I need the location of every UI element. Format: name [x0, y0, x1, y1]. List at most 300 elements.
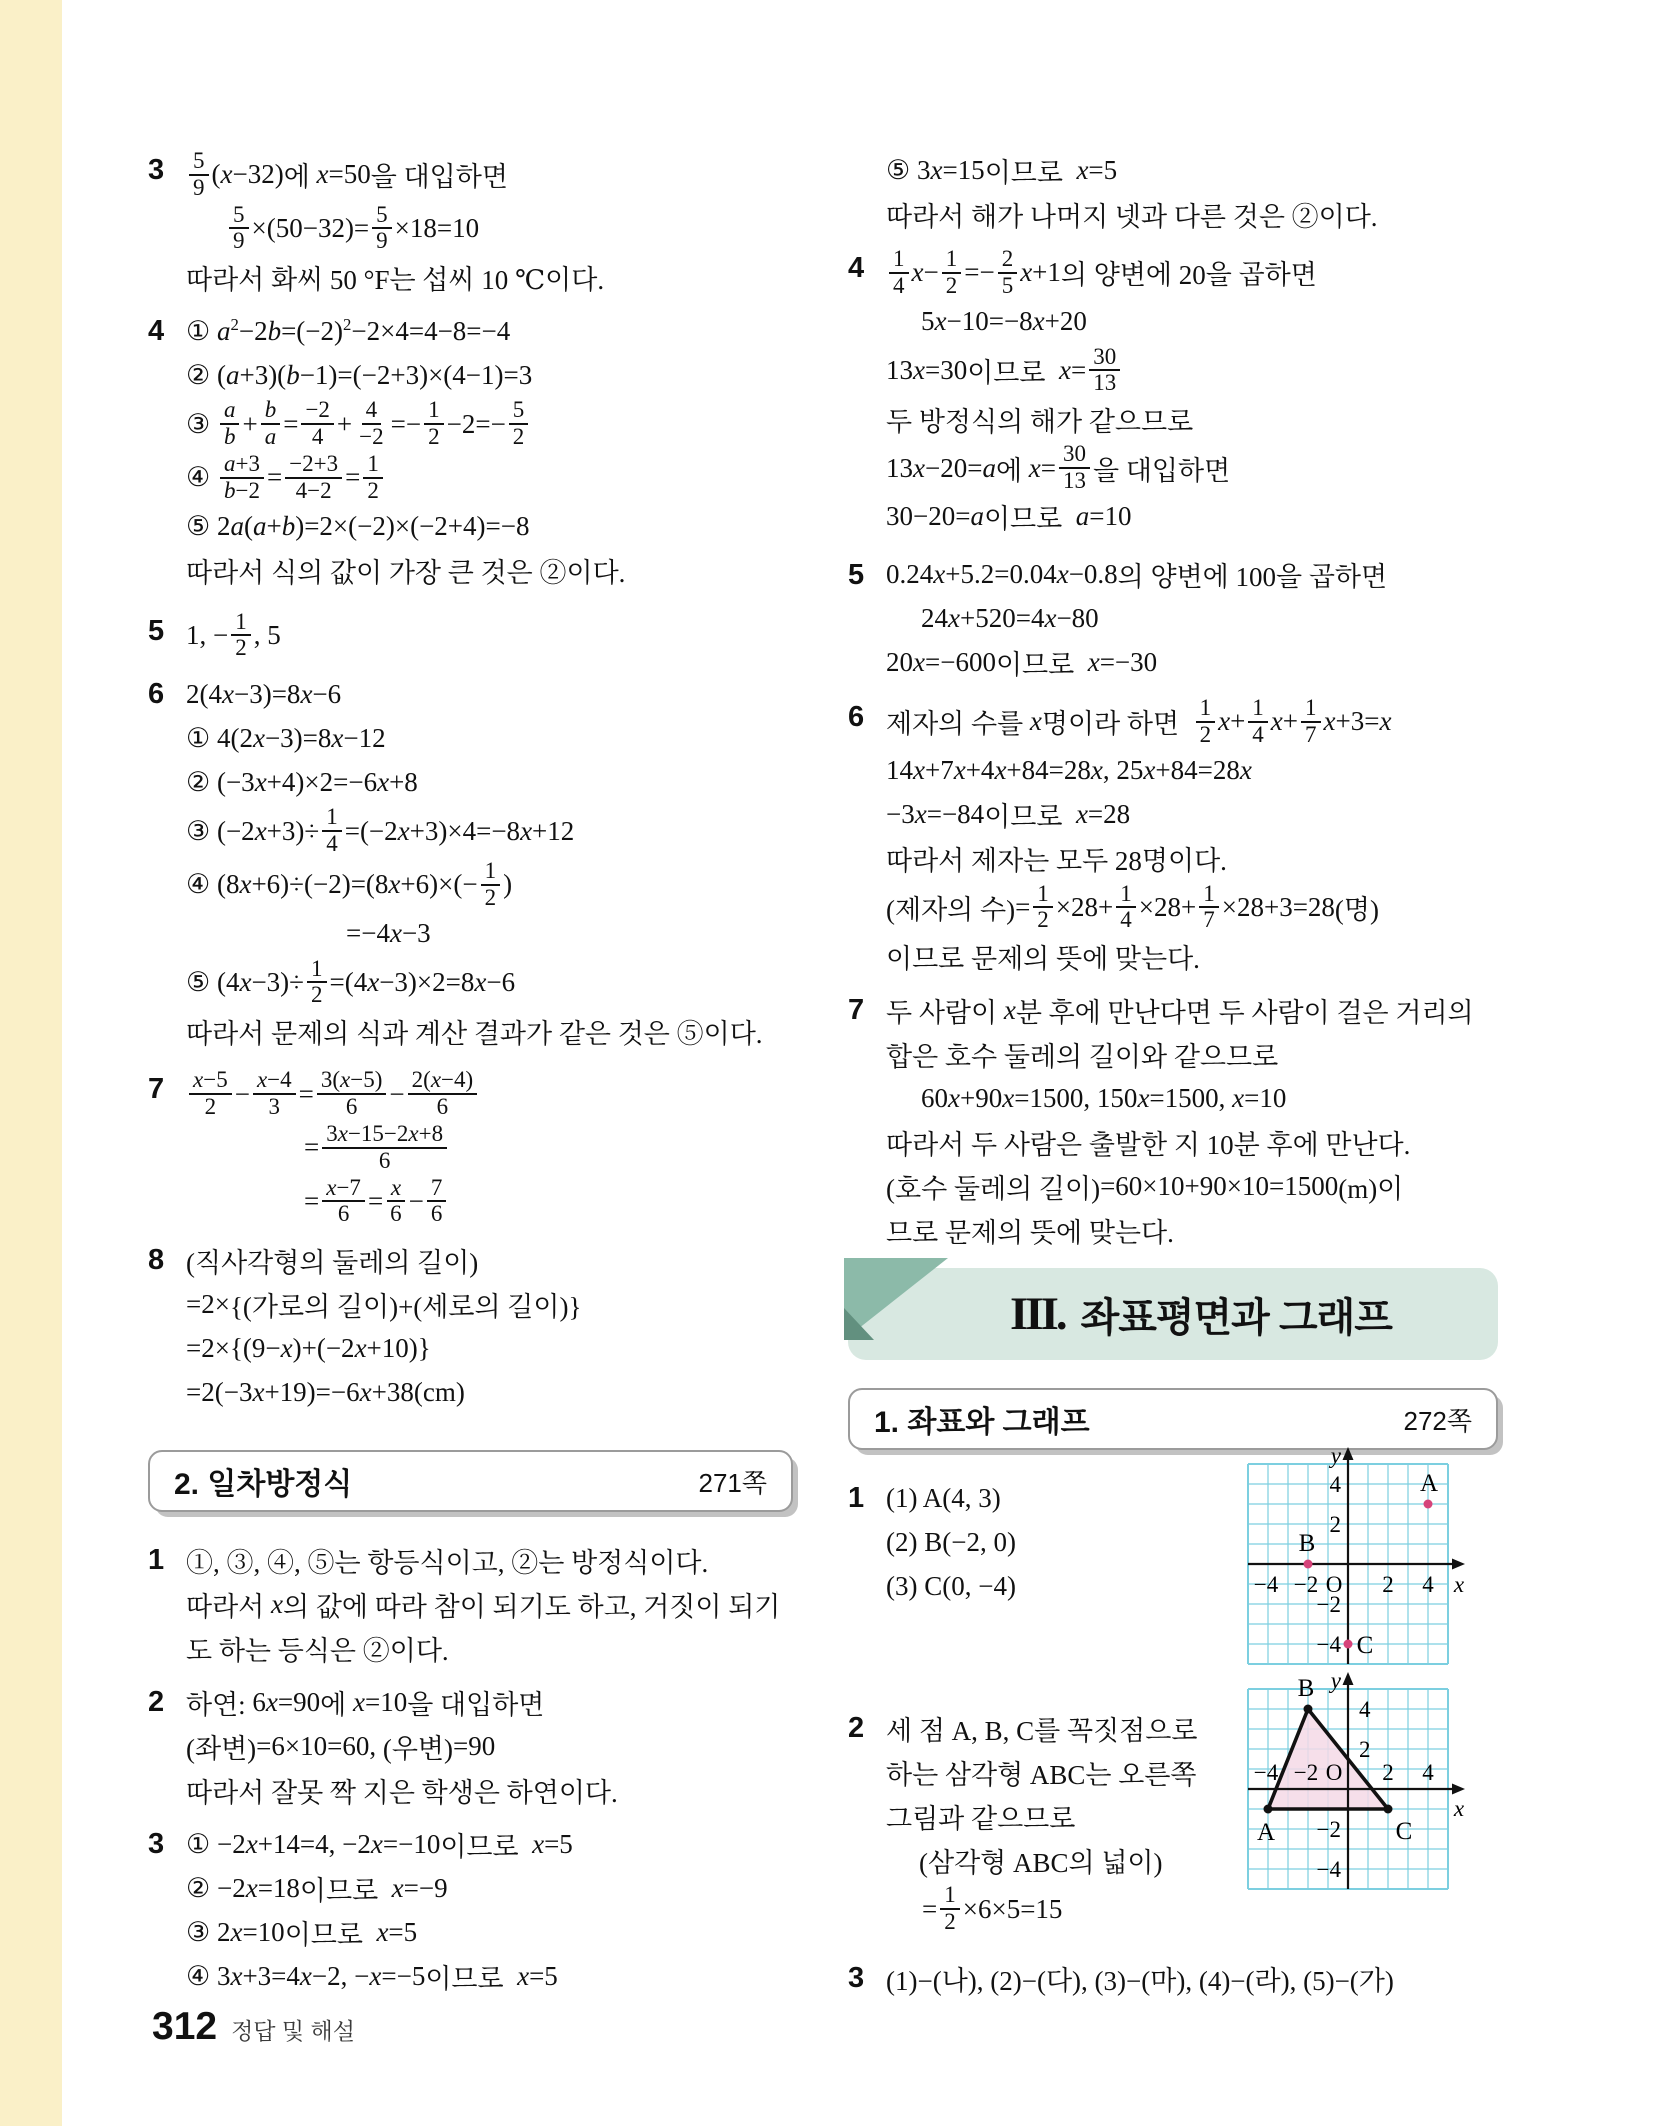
math-text: ×28+3=28	[1221, 891, 1335, 922]
math-text: , 5	[253, 619, 281, 650]
math-text: =	[304, 1185, 320, 1216]
fraction-numerator: 1	[322, 805, 342, 832]
solution-problem	[148, 1067, 793, 1228]
fraction-denominator: 6	[436, 1094, 449, 1120]
math-text: +	[242, 408, 258, 439]
svg-text:B: B	[1297, 1675, 1315, 1703]
svg-text:y: y	[1330, 1668, 1341, 1694]
math-text: (−3x+4)×2=−6x+8	[216, 766, 418, 797]
solution-line	[186, 804, 793, 858]
math-text: −2x+14=4, −2x=−10	[216, 1828, 441, 1859]
solution-line	[186, 716, 793, 760]
korean-text: 이므로	[425, 1963, 518, 1994]
korean-text: 두 사람이	[886, 997, 1004, 1028]
chapter-banner	[848, 1268, 1498, 1360]
solution-line	[886, 246, 1498, 300]
korean-text: 에	[283, 162, 317, 193]
svg-text:C: C	[1395, 1818, 1413, 1846]
korean-text: 에	[995, 455, 1029, 486]
math-text: −2=−	[446, 408, 506, 439]
solution-line	[886, 1120, 1498, 1164]
korean-text: 을 대입하면	[370, 162, 508, 193]
solution-lines	[186, 609, 793, 663]
math-text: 3x=15	[916, 154, 985, 185]
korean-text: (삼각형 ABC의 넓이)	[919, 1847, 1163, 1878]
fraction-denominator: 7	[1203, 907, 1215, 933]
math-text: =90	[453, 1730, 496, 1761]
korean-text: 분 후에 만난다면 두 사람이 걸은 거리의	[1015, 997, 1474, 1028]
fraction	[942, 247, 962, 299]
problem-number: 6	[148, 678, 165, 711]
solution-line	[186, 1009, 793, 1053]
solution-problem	[848, 148, 1498, 236]
solution-line	[186, 309, 793, 353]
fraction-numerator: 30	[1059, 442, 1090, 469]
solution-line	[886, 934, 1498, 978]
fraction-numerator: 1	[363, 452, 383, 479]
solution-line	[886, 837, 1498, 881]
fraction-denominator: 2	[204, 1094, 217, 1120]
math-text: =−4x−3	[346, 918, 431, 949]
solution-line	[886, 397, 1498, 441]
math-text: x	[1003, 994, 1016, 1025]
fraction-numerator: x−7	[322, 1176, 365, 1203]
svg-text:2: 2	[1382, 1760, 1394, 1786]
korean-text: 따라서 두 사람은 출발한 지 10분 후에 만난다.	[886, 1129, 1411, 1160]
svg-text:2: 2	[1359, 1737, 1371, 1763]
math-text: =	[304, 1132, 320, 1163]
math-text: x=28	[1075, 799, 1131, 830]
math-text: )	[503, 869, 513, 900]
svg-text:A: A	[1256, 1819, 1276, 1847]
solution-line	[186, 1910, 793, 1954]
math-text: (8x+6)÷(−2)=(8x+6)×(−	[216, 869, 478, 900]
korean-text: 에	[320, 1689, 353, 1720]
fraction-denominator: 4	[311, 424, 324, 450]
korean-text: (호수 둘레의 길이)	[886, 1173, 1101, 1204]
svg-text:C: C	[1356, 1632, 1374, 1660]
fraction	[940, 1883, 960, 1935]
solution-line	[921, 597, 1498, 641]
fraction	[322, 1176, 365, 1228]
math-text: 6x=90	[252, 1686, 321, 1717]
fraction	[253, 1068, 296, 1120]
math-text: x=	[1058, 354, 1087, 385]
fraction	[285, 452, 342, 504]
math-text: x+1	[1020, 257, 1061, 288]
math-text: x=5	[376, 1916, 418, 1947]
solution-problem	[148, 609, 793, 663]
solution-line	[186, 1768, 793, 1812]
fraction-denominator: 13	[1093, 370, 1117, 396]
korean-text: 이므로	[967, 357, 1059, 388]
korean-text: 므로 문제의 뜻에 맞는다.	[886, 1217, 1174, 1248]
fraction-numerator: x−5	[189, 1068, 232, 1095]
solution-line	[886, 148, 1498, 192]
korean-text: (m)이	[1338, 1173, 1404, 1204]
fraction-numerator: 2	[998, 247, 1018, 274]
fraction	[372, 203, 392, 255]
fraction-denominator: 5	[1001, 272, 1014, 298]
solution-line	[186, 1866, 793, 1910]
svg-text:4: 4	[1422, 1572, 1434, 1598]
korean-text: ③	[186, 815, 217, 846]
math-text: ×6×5=15	[962, 1893, 1063, 1924]
fraction-denominator: 2	[1037, 907, 1049, 933]
fraction-numerator: 1	[889, 247, 909, 274]
svg-text:O: O	[1325, 1572, 1343, 1598]
korean-text: ⑤	[186, 511, 217, 542]
coordinate-grid-figure-1	[1222, 1438, 1474, 1695]
fraction	[1301, 696, 1321, 748]
chapter-title: 좌표평면과 그래프	[1080, 1295, 1392, 1340]
problem-number: 4	[848, 252, 865, 284]
korean-text: ①, ③, ④, ⑤는 항등식이고, ②는 방정식이다.	[186, 1547, 709, 1578]
fraction	[427, 1176, 447, 1228]
math-text: (−2x+3)÷	[216, 815, 320, 846]
korean-text: 합은 호수 둘레의 길이와 같으므로	[886, 1041, 1279, 1072]
fraction-numerator: 5	[372, 203, 392, 230]
fraction-numerator: x	[387, 1176, 405, 1203]
korean-text: ①	[186, 1828, 217, 1859]
section-title: 2. 일차방정식	[174, 1468, 353, 1502]
korean-text: 따라서	[186, 1591, 271, 1622]
solution-line	[186, 858, 793, 912]
solution-line	[186, 505, 793, 549]
fraction-numerator: 1	[231, 610, 251, 637]
math-text: 2x=10	[216, 1916, 285, 1947]
solution-line	[186, 1238, 793, 1282]
solution-line	[886, 988, 1498, 1032]
korean-text: (직사각형의 둘레의 길이)	[186, 1247, 479, 1278]
svg-text:2: 2	[1382, 1572, 1394, 1598]
svg-text:A: A	[1419, 1470, 1439, 1498]
math-text: =	[922, 1893, 938, 1924]
math-text: x=50	[316, 159, 371, 190]
fraction-numerator: a+3	[220, 452, 264, 479]
korean-text: 따라서 화씨 50 °F는 섭씨 10 ℃이다.	[186, 264, 605, 295]
fraction	[998, 247, 1018, 299]
fraction-numerator: x−4	[253, 1068, 296, 1095]
solution-line	[186, 1326, 793, 1370]
fraction	[481, 859, 501, 911]
fraction-numerator: 1	[1196, 696, 1216, 723]
math-text: x+	[1218, 706, 1246, 737]
korean-text: 도 하는 등식은 ②이다.	[186, 1635, 449, 1666]
fraction	[1089, 345, 1120, 397]
solution-problem	[148, 1238, 793, 1414]
solution-line	[886, 793, 1498, 837]
korean-text: ⑤	[886, 154, 917, 185]
solution-line	[186, 1822, 793, 1866]
math-text: 14x+7x+4x+84=28x, 25x+84=28x	[886, 755, 1252, 786]
korean-text: 을 대입하면	[1093, 455, 1231, 486]
svg-text:4: 4	[1359, 1697, 1371, 1723]
solution-line	[186, 1370, 793, 1414]
section-page-ref: 272쪽	[1403, 1405, 1472, 1436]
korean-text: (cm)	[413, 1376, 465, 1407]
korean-text: 따라서 해가 나머지 넷과 다른 것은 ②이다.	[886, 201, 1378, 232]
fraction	[189, 149, 209, 201]
korean-text: 따라서 문제의 식과 계산 결과가 같은 것은 ⑤이다.	[186, 1018, 763, 1049]
margin-stripe	[0, 0, 62, 2126]
korean-text: 제자의 수를	[886, 709, 1030, 740]
fraction-numerator: 1	[1116, 882, 1136, 909]
math-text: ×28+	[1055, 891, 1114, 922]
fraction-denominator: a	[264, 424, 277, 450]
left-column	[148, 148, 793, 1998]
fraction	[386, 1176, 406, 1228]
solution-lines	[886, 246, 1498, 539]
korean-text: ④	[186, 462, 217, 493]
math-text: (4x−3)÷	[216, 966, 304, 997]
korean-text: 이므로	[984, 802, 1076, 833]
fraction-denominator: 4	[326, 831, 338, 857]
korean-text: 의 값에 따라 참이 되기도 하고, 거짓이 되기	[282, 1591, 781, 1622]
math-text: x=5	[1076, 154, 1118, 185]
fraction-denominator: 2	[1199, 721, 1212, 747]
coordinate-grid-figure-1-svg	[1222, 1438, 1474, 1690]
math-text: −	[389, 1078, 405, 1109]
solution-line	[186, 397, 793, 451]
fraction-numerator: 1	[1248, 696, 1268, 723]
svg-text:x: x	[1453, 1796, 1465, 1822]
fraction-denominator: 13	[1063, 468, 1087, 494]
math-text: 24x+520=4x−80	[921, 603, 1099, 634]
math-text: 20x=−600	[886, 647, 996, 678]
solution-line	[886, 749, 1498, 793]
problem-number: 1	[148, 1544, 165, 1577]
problem-number: 7	[148, 1073, 165, 1106]
math-text: ×(50−32)=	[251, 212, 370, 243]
solution-line	[186, 1582, 793, 1626]
fraction-numerator: −2+3	[285, 452, 342, 479]
fraction	[307, 957, 327, 1009]
math-text: 13x=30	[886, 354, 968, 385]
svg-text:4: 4	[1329, 1472, 1341, 1498]
math-text: $a^2-2b=(-2)^2-2\times 4=4-8=-4$	[216, 314, 511, 346]
solution-line	[186, 451, 793, 505]
solution-lines	[886, 148, 1498, 236]
fraction	[231, 610, 251, 662]
solution-line	[186, 148, 793, 202]
math-text: 0.24x+5.2=0.04x−0.8	[886, 559, 1118, 590]
math-text: (x−32)	[211, 159, 284, 190]
korean-text: (제자의 수)	[886, 894, 1016, 925]
fraction-denominator: 6	[430, 1201, 443, 1227]
korean-text: ④	[186, 1960, 217, 1991]
fraction-denominator: 2	[235, 635, 247, 661]
fraction-denominator: 9	[376, 228, 388, 254]
math-text: −2x=18	[216, 1872, 300, 1903]
solution-line	[886, 192, 1498, 236]
problem-number: 7	[848, 994, 865, 1027]
solution-line	[886, 553, 1498, 597]
math-text: 4(2x−3)=8x−12	[216, 722, 386, 753]
solution-line	[186, 1724, 793, 1768]
svg-text:−4: −4	[1316, 1632, 1341, 1658]
korean-text: ②	[186, 359, 217, 390]
math-text: =	[1015, 891, 1031, 922]
solution-line	[186, 609, 793, 663]
fraction-denominator: 6	[390, 1201, 402, 1227]
fraction-denominator: 4	[1120, 907, 1132, 933]
math-text: =6×10=60,	[256, 1730, 383, 1761]
fraction-denominator: 2	[945, 272, 958, 298]
solution-lines	[886, 553, 1498, 685]
fraction-numerator: 1	[940, 1883, 960, 1910]
svg-text:−2: −2	[1293, 1572, 1319, 1598]
math-text: =	[345, 462, 361, 493]
math-text: =(4x−3)×2=8x−6	[329, 966, 516, 997]
solution-lines	[886, 988, 1498, 1252]
fraction-numerator: a	[220, 398, 240, 425]
math-text: =	[283, 408, 299, 439]
solution-line	[304, 1175, 793, 1229]
math-text: a=10	[1075, 501, 1132, 532]
fraction	[424, 398, 444, 450]
solution-lines	[186, 148, 793, 299]
korean-text: 이므로 문제의 뜻에 맞는다.	[886, 943, 1200, 974]
math-text: 60x+90x=1500, 150x=1500, x=10	[921, 1082, 1287, 1113]
solution-problem	[848, 246, 1498, 539]
fraction-numerator: 7	[427, 1176, 447, 1203]
korean-text: ②	[186, 1872, 217, 1903]
math-text: x−	[911, 257, 939, 288]
svg-text:−4: −4	[1253, 1572, 1279, 1598]
fraction	[355, 398, 387, 450]
math-text: ×18=10	[394, 212, 480, 243]
solution-lines	[886, 1956, 1498, 2000]
coordinate-grid-figure-2-svg	[1222, 1663, 1474, 1915]
math-text: x=−30	[1087, 647, 1158, 678]
solution-line	[886, 344, 1498, 398]
korean-text: 이므로	[983, 504, 1076, 535]
math-text: ×28+	[1138, 891, 1197, 922]
math-text: x=10	[352, 1686, 408, 1717]
korean-text: 따라서 식의 값이 가장 큰 것은 ②이다.	[186, 558, 626, 589]
solution-lines	[186, 1538, 793, 1670]
fraction	[1059, 442, 1090, 494]
solution-problem	[148, 309, 793, 592]
svg-text:−4: −4	[1316, 1857, 1341, 1883]
solution-lines	[186, 1067, 793, 1228]
problem-number: 8	[148, 1244, 165, 1277]
solution-line	[921, 1076, 1498, 1120]
solution-line	[226, 202, 793, 256]
korean-text: (좌변)	[186, 1733, 257, 1764]
korean-text: 이므로	[984, 157, 1077, 188]
korean-text: ②	[186, 766, 217, 797]
korean-text: 따라서 제자는 모두 28명이다.	[886, 846, 1227, 877]
korean-text: (우변)	[382, 1733, 453, 1764]
page-number: 312	[152, 2005, 218, 2048]
fraction	[229, 203, 249, 255]
korean-text: 하는 삼각형 ABC는 오른쪽	[886, 1759, 1197, 1790]
korean-text: 이므로	[440, 1831, 533, 1862]
math-text: =	[266, 462, 283, 493]
problem-number: 5	[148, 614, 165, 647]
math-text: 13x−20=a	[886, 452, 996, 483]
solution-line	[886, 1164, 1498, 1208]
solution-problem	[148, 148, 793, 299]
math-text: =	[367, 1185, 384, 1216]
solution-problem	[148, 672, 793, 1053]
math-text: =2(−3x+19)=−6x+38	[186, 1376, 414, 1407]
korean-text: 을 대입하면	[407, 1689, 545, 1720]
solution-line	[886, 1956, 1498, 2000]
fraction	[1199, 882, 1219, 934]
svg-text:−2: −2	[1316, 1592, 1341, 1618]
math-text: −	[234, 1078, 250, 1109]
fraction	[220, 398, 240, 450]
korean-text: 이므로	[299, 1875, 392, 1906]
math-text: 30−20=a	[886, 501, 984, 532]
math-text: 1, −	[186, 619, 229, 650]
problem-number: 3	[148, 1828, 165, 1861]
math-text: x+	[1270, 706, 1299, 737]
korean-text: (2) B(−2, 0)	[886, 1526, 1016, 1557]
fraction-denominator: 9	[233, 228, 245, 254]
solution-line	[186, 353, 793, 397]
fraction	[322, 1122, 447, 1174]
fraction	[408, 1068, 478, 1120]
korean-text: (명)	[1334, 894, 1379, 925]
svg-text:B: B	[1298, 1530, 1316, 1558]
math-text: 2a(a+b)=2×(−2)×(−2+4)=−8	[216, 511, 530, 542]
fraction-numerator: 1	[481, 859, 501, 886]
fraction-numerator: 1	[307, 957, 327, 984]
fraction-numerator: −2	[301, 398, 333, 425]
solution-line	[886, 1032, 1498, 1076]
korean-text: 의 양변에 20을 곱하면	[1060, 260, 1317, 291]
korean-text: 따라서 잘못 짝 지은 학생은 하연이다.	[186, 1777, 618, 1808]
korean-text: 세 점 A, B, C를 꼭짓점으로	[886, 1715, 1198, 1746]
page-footer	[152, 2005, 355, 2049]
korean-text: 의 양변에 100을 곱하면	[1117, 562, 1388, 593]
solution-line	[886, 1208, 1498, 1252]
fraction	[261, 398, 281, 450]
section-page-ref: 271쪽	[698, 1467, 767, 1498]
fraction-denominator: −2	[359, 424, 384, 450]
right-column	[848, 148, 1498, 2000]
fraction-denominator: b−2	[223, 477, 260, 503]
fraction-numerator: 30	[1089, 345, 1120, 372]
fraction-denominator: 6	[378, 1147, 391, 1173]
fraction-denominator: 6	[345, 1094, 358, 1120]
solution-lines	[186, 1822, 793, 1998]
fraction	[317, 1068, 387, 1120]
solution-line	[186, 1680, 793, 1724]
math-text: x	[1029, 706, 1042, 737]
solution-problem	[848, 1668, 1498, 1956]
solution-line	[186, 549, 793, 593]
solution-line	[304, 1121, 793, 1175]
fraction	[1116, 882, 1136, 934]
solution-line	[886, 881, 1498, 935]
math-text: =2×	[186, 1288, 230, 1319]
problem-number: 2	[848, 1712, 865, 1745]
korean-text: 이므로	[995, 650, 1088, 681]
solution-lines	[186, 672, 793, 1053]
solution-line	[186, 672, 793, 716]
fraction-numerator: 1	[424, 398, 444, 425]
solution-line	[886, 641, 1498, 685]
solution-problem	[848, 695, 1498, 978]
korean-text: 두 방정식의 해가 같으므로	[886, 406, 1194, 437]
fraction-numerator: 1	[1033, 882, 1053, 909]
svg-text:2: 2	[1329, 1512, 1341, 1538]
